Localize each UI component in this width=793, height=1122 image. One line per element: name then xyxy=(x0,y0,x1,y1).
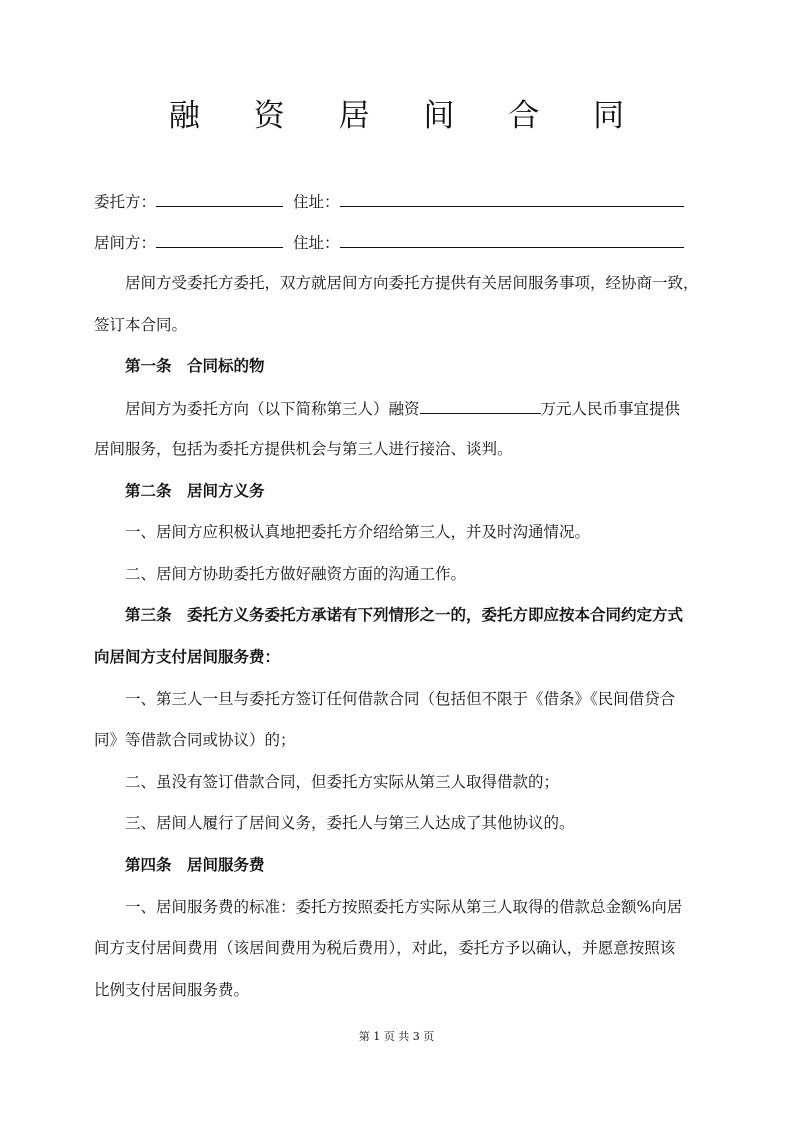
client-label: 委托方： xyxy=(94,193,157,211)
intro-line-2: 签订本合同。 xyxy=(94,316,188,334)
loan-amount-blank[interactable] xyxy=(420,397,541,414)
document-title: 融 资 居 间 合 同 xyxy=(168,98,647,134)
article-3-heading-line-2: 向居间方支付居间服务费： xyxy=(94,647,281,666)
article-2-heading: 第二条 居间方义务 xyxy=(125,481,265,500)
article-4-item-1-line-3: 比例支付居间服务费。 xyxy=(94,981,250,999)
article-1-text-b: 万元人民币事宜提供 xyxy=(540,400,681,418)
article-1-para-line-1 xyxy=(125,397,680,420)
article-2-item-2: 二、居间方协助委托方做好融资方面的沟通工作。 xyxy=(125,565,467,583)
article-3-heading-line-1: 第三条 委托方义务委托方承诺有下列情形之一的，委托方即应按本合同约定方式 xyxy=(125,605,684,624)
intro-line-1: 居间方受委托方委托，双方就居间方向委托方提供有关居间服务事项，经协商一致， xyxy=(125,274,699,292)
article-3-item-3: 三、居间人履行了居间义务，委托人与第三人达成了其他协议的。 xyxy=(125,814,575,832)
broker-address-label: 住址： xyxy=(293,234,340,252)
client-address-blank[interactable] xyxy=(340,190,684,207)
article-4-item-1-line-2: 间方支付居间费用（该居间费用为税后费用），对此，委托方予以确认，并愿意按照该 xyxy=(94,939,676,957)
article-2-item-1: 一、居间方应积极认真地把委托方介绍给第三人，并及时沟通情况。 xyxy=(125,523,591,541)
article-4-heading: 第四条 居间服务费 xyxy=(125,855,265,874)
article-4-item-1-line-1: 一、居间服务费的标准：委托方按照委托方实际从第三人取得的借款总金额%向居 xyxy=(125,898,683,916)
client-name-blank[interactable] xyxy=(156,190,283,207)
article-1-text-a: 居间方为委托方向（以下简称第三人）融资 xyxy=(125,400,420,418)
client-row xyxy=(94,190,684,213)
broker-label: 居间方： xyxy=(94,234,157,252)
client-address-label: 住址： xyxy=(293,193,340,211)
page-footer: 第 1 页 共 3 页 xyxy=(358,1030,435,1043)
article-1-heading: 第一条 合同标的物 xyxy=(125,356,265,375)
broker-address-blank[interactable] xyxy=(340,231,684,248)
broker-name-blank[interactable] xyxy=(156,231,283,248)
broker-row xyxy=(94,231,684,254)
article-3-item-1-line-2: 同》等借款合同或协议）的； xyxy=(94,731,296,749)
article-3-item-2: 二、虽没有签订借款合同，但委托方实际从第三人取得借款的； xyxy=(125,773,560,791)
article-1-para-line-2: 居间服务，包括为委托方提供机会与第三人进行接洽、谈判。 xyxy=(94,440,513,458)
article-3-item-1-line-1: 一、第三人一旦与委托方签订任何借款合同（包括但不限于《借条》《民间借贷合 xyxy=(125,690,676,708)
